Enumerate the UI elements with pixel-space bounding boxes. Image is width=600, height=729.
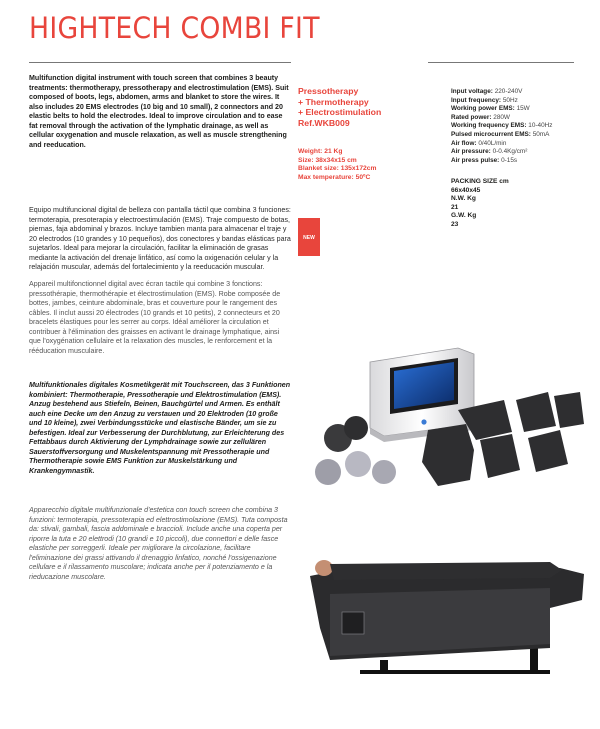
title-divider — [29, 62, 291, 63]
product-weight: Weight: 21 Kg — [298, 148, 343, 155]
spec-row: Pulsed microcurrent EMS: 50mA — [451, 130, 550, 138]
product-name-line: Pressotherapy — [298, 86, 359, 96]
product-size: Size: 38x34x15 cm — [298, 156, 357, 164]
spec-row: Air flow: 0/40L/min — [451, 139, 507, 147]
spec-row: Air pressure: 0-0.4Kg/cm² — [451, 148, 528, 156]
bed-with-blanket — [310, 568, 584, 660]
specs-divider — [428, 62, 574, 63]
product-name-line: + Electrostimulation — [298, 107, 382, 118]
net-weight-label: N.W. Kg — [451, 195, 476, 203]
description-german: Multifunktionales digitales Kosmetikgerät mit Touchscreen, das 3 Funktionen kombiniert: Thermotherapie, Pressotherapie und Elektrostimulation (EMS). Anzug bestehend aus Stiefeln, Beinen, Bauchgürtel und Armen. Es enthält auch eine Decke um den Anzug zu verstauen und 20 Elektroden (10 große und 10 kleine), zwei Verbindungsstücke und elastische Bänder, um sie zu befestigen. Ideal zur Verbesserung der Durchblutung, zur Erleichterung des Fettabbaus durch Aktivierung der Lymphdrainage sowie zur zellulären Sauerstoffversorgung und Muskelentspannung mit Pressotherapie und Thermotherapie sowie EMS Funktion zur Muskelstärkung und Krankengymnastik. — [29, 381, 291, 475]
product-name-line: + Thermotherapy — [298, 96, 369, 107]
description-english: Multifunction digital instrument with touch screen that combines 3 beauty treatments: thermotherapy, pressotherapy and electrostimulation (EMS). Suit composed of boots, legs, abdomen, arms and blanket to store the wires. It also includes 20 EMS electrodes (10 big and 10 small), 2 connectors and 20 elastic belts to hold the electrodes. Ideal to improve circulation and to ease fat removal through the activation of the lymphatic drainage, as well as cellular oxygenation and muscle relaxation, as well as muscle strengthening and reeducation. — [29, 74, 289, 149]
technical-specs — [451, 88, 591, 165]
spec-row: Rated power: 280W — [451, 113, 510, 121]
page-title: HIGHTECH COMBI FIT — [29, 11, 320, 45]
patient-figure — [315, 560, 562, 580]
spec-row: Input voltage: 220-240V — [451, 88, 523, 95]
product-name — [298, 86, 418, 128]
product-reference: Ref.WKB009 — [298, 117, 350, 128]
description-spanish: Equipo multifuncional digital de belleza con pantalla táctil que combina 3 funciones: termoterapia, presoterapia y electroestimulación (EMS). Traje compuesto de botas, piernas, faja abdominal y brazos. Incluye tambien manta para almacenar el traje y 20 electrodos (10 grandes y 10 pequeños), dos conectores y bandas elásticas para sujetarlos. Ideal para mejorar la circulación, facilitar la eliminación de grasas mediante la activación del drenaje linfático, así como la oxigenación celular y la relajación muscular, además del fortalecimiento y la reeducación muscular. — [29, 206, 291, 272]
spec-row: Working power EMS: 15W — [451, 105, 530, 113]
gross-weight-value: 23 — [451, 220, 459, 228]
spec-row: Input frequency: 50Hz — [451, 96, 518, 104]
product-max-temperature: Max temperature: 50ºC — [298, 173, 371, 181]
new-badge: NEW — [298, 218, 320, 256]
spec-row: Working frequency EMS: 10-40Hz — [451, 122, 553, 130]
spec-row: Air press pulse: 0-15s — [451, 156, 518, 164]
packing-info — [451, 178, 509, 230]
description-french: Appareil multifonctionnel digital avec écran tactile qui combine 3 fonctions: pressothérapie, thermothérapie et électrostimulation (EMS). Robe composée de bottes, jambes, ceinture abdominale, bras et couverture pour le rangement des câbles. Il inclut aussi 20 électrodes (10 grands et 10 petits), 2 connecteurs et 20 bracelets élastiques pour les serrer au corps. Idéal améliorer la circulation et contribuer à l'élimination des graisses en activant le drainage lymphatique, ainsi que l'oxygénation cellulaire et la relaxation des muscles, le renforcement et la rééducation musculaire. — [29, 280, 281, 355]
product-blanket-size: Blanket size: 135x172cm — [298, 165, 377, 173]
net-weight-value: 21 — [451, 203, 459, 211]
product-dimensions — [298, 148, 418, 182]
description-italian: Apparecchio digitale multifunzionale d'estetica con touch screen che combina 3 funzioni: termoterapia, pressoterapia ed elettrostimolazione (EMS). Tuta composta da: stivali, gambali, fascia addominale e braccioli. Include anche una coperta per riporre la tuta e 20 elettrodi (10 grandi e 10 piccoli), due connettori e delle fasce elastiche per sorreggerli. Ideale per migliorare la circolazione, facilitare l'eliminazione dei grassi attivando il drenaggio linfatico, nonché l'ossigenazione cellulare e il rilassamento muscolare; indicata anche per il potenziamento e la rieducazione muscolare. — [29, 506, 288, 581]
packing-title: PACKING SIZE cm — [451, 178, 509, 185]
device-product-image — [298, 340, 588, 500]
gross-weight-label: G.W. Kg — [451, 212, 477, 220]
treatment-bed-image — [300, 548, 590, 678]
packing-size: 66x40x45 — [451, 186, 481, 194]
